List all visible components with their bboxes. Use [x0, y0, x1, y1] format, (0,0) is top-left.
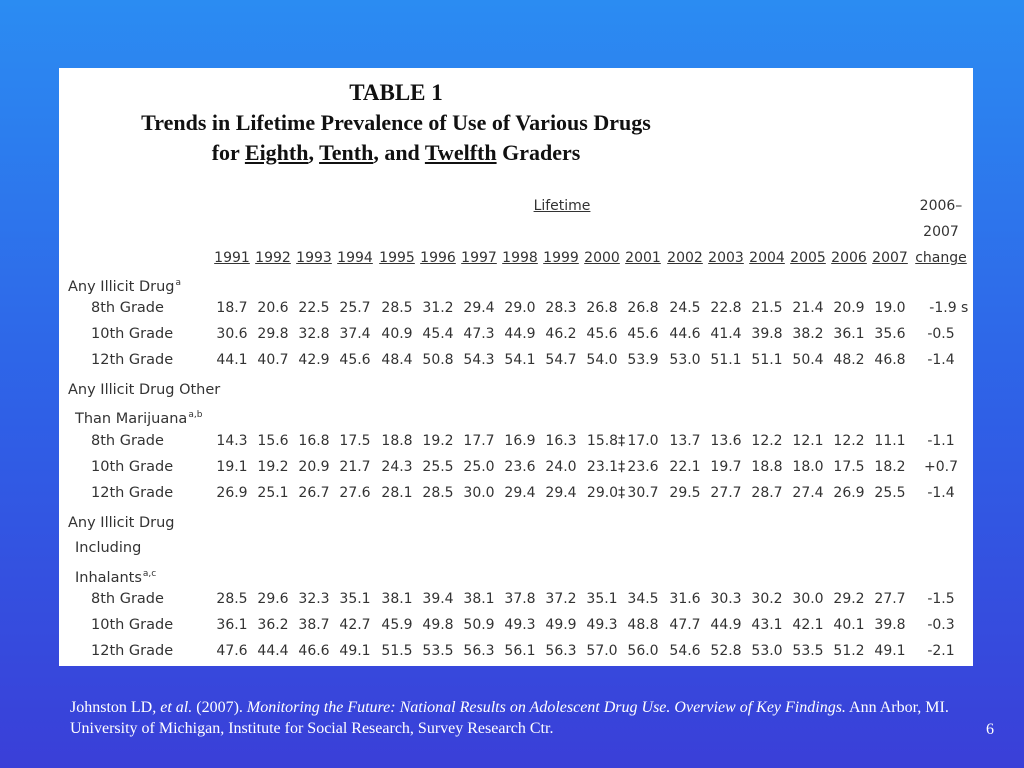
year-header: 1993 [296, 250, 332, 266]
table-cell: 29.4 [545, 485, 577, 501]
table-cell: 51.1 [710, 352, 742, 368]
table-cell: 48.8 [627, 617, 659, 633]
table-cell: 27.4 [792, 485, 824, 501]
year-header: 2001 [625, 250, 661, 266]
year-header: 1998 [502, 250, 538, 266]
table-cell: 29.0 [504, 300, 536, 316]
table-title-line2: Trends in Lifetime Prevalence of Use of Various Drugs [141, 110, 651, 135]
change-header-line3: change [915, 250, 967, 266]
footnote-marker: a,b [188, 410, 203, 420]
section-label: Any Illicit Drug Other [68, 382, 221, 398]
section-label: Any Illicit Drug$^a$ [68, 278, 181, 295]
table-cell: 39.4 [422, 591, 454, 607]
footnote-marker: a [175, 278, 181, 288]
table-cell: 29.6 [257, 591, 289, 607]
table-cell: 44.9 [504, 326, 536, 342]
table-cell: 42.7 [339, 617, 371, 633]
table-cell: 19.2 [257, 459, 289, 475]
table-cell: 44.6 [669, 326, 701, 342]
table-cell: 44.4 [257, 643, 289, 659]
table-cell: 17.0 [627, 433, 659, 449]
section-label: Inhalants$^{a,c}$ [75, 569, 157, 586]
table-cell: 26.8 [586, 300, 618, 316]
table-cell: 13.7 [669, 433, 701, 449]
table-cell: 18.0 [792, 459, 824, 475]
table-cell: 28.1 [381, 485, 413, 501]
table-cell: 48.4 [381, 352, 413, 368]
table-cell: 47.7 [669, 617, 701, 633]
table-cell: 51.1 [751, 352, 783, 368]
year-header: 2000 [584, 250, 620, 266]
table-cell: 38.7 [298, 617, 330, 633]
table-cell: 26.7 [298, 485, 330, 501]
year-header: 1999 [543, 250, 579, 266]
table-cell: 56.3 [463, 643, 495, 659]
table-cell: 44.1 [216, 352, 248, 368]
table-cell: 57.0 [586, 643, 618, 659]
table-cell: 24.0 [545, 459, 577, 475]
table-cell: 32.8 [298, 326, 330, 342]
table-cell: 45.4 [422, 326, 454, 342]
change-cell: -1.5 [927, 591, 955, 607]
table-cell: 18.8 [381, 433, 413, 449]
table-cell: 49.9 [545, 617, 577, 633]
table-cell: 54.6 [669, 643, 701, 659]
table-cell: 30.6 [216, 326, 248, 342]
table-cell: 50.4 [792, 352, 824, 368]
table-cell: 26.9 [833, 485, 865, 501]
table-cell: 30.3 [710, 591, 742, 607]
year-header: 1995 [379, 250, 415, 266]
table-cell: 35.1 [586, 591, 618, 607]
table-cell: 29.2 [833, 591, 865, 607]
table-cell: 12.2 [751, 433, 783, 449]
citation: Johnston LD, et al. (2007). Monitoring the Future: National Results on Adolescent Drug Use. Overview of Key Findings. Ann Arbor, MI. University of Michigan, Institute for Social Research, Survey Research Ctr. [70, 699, 949, 737]
year-header: 1992 [255, 250, 291, 266]
table-cell: 45.6 [586, 326, 618, 342]
section-label: Including [75, 540, 142, 556]
table-cell: 56.3 [545, 643, 577, 659]
table-cell: 22.8 [710, 300, 742, 316]
table-cell: 17.5 [339, 433, 371, 449]
table-cell: 49.8 [422, 617, 454, 633]
row-label: 10th Grade [91, 459, 174, 475]
table-cell: 39.8 [874, 617, 906, 633]
row-label: 10th Grade [91, 617, 174, 633]
table-cell: 54.0 [586, 352, 618, 368]
table-cell: 27.6 [339, 485, 371, 501]
table-cell: 30.0 [792, 591, 824, 607]
change-cell: -0.5 [927, 326, 955, 342]
table-cell: 21.7 [339, 459, 371, 475]
table-cell: 18.7 [216, 300, 248, 316]
change-cell: +0.7 [924, 459, 958, 475]
table-cell: 28.5 [216, 591, 248, 607]
table-panel [59, 68, 973, 666]
table-cell: 40.1 [833, 617, 865, 633]
table-cell: 52.8 [710, 643, 742, 659]
table-cell: 49.1 [874, 643, 906, 659]
row-label: 10th Grade [91, 326, 174, 342]
table-cell: 12.1 [792, 433, 824, 449]
change-cell: -1.1 [927, 433, 955, 449]
change-header-line2: 2007 [923, 224, 959, 240]
table-cell: 40.7 [257, 352, 289, 368]
title-word-eighth: Eighth [244, 140, 309, 165]
table-cell: 31.2 [422, 300, 454, 316]
table-cell: 46.6 [298, 643, 330, 659]
table-cell: 19.7 [710, 459, 742, 475]
year-header: 2006 [831, 250, 867, 266]
footnote-marker: a,c [142, 569, 157, 579]
table-cell: 50.8 [422, 352, 454, 368]
table-cell: 51.2 [833, 643, 865, 659]
title-word-tenth: Tenth [319, 140, 374, 165]
table-cell: 14.3 [216, 433, 248, 449]
table-cell: 47.3 [463, 326, 495, 342]
year-header: 1991 [214, 250, 250, 266]
table-cell: 27.7 [874, 591, 906, 607]
table-cell: 26.9 [216, 485, 248, 501]
year-header: 2004 [749, 250, 785, 266]
table-title-line3: for Eighth, Tenth, and Twelfth Graders [211, 140, 581, 165]
table-cell: 35.6 [874, 326, 906, 342]
table-cell: 45.6 [339, 352, 371, 368]
table-cell: 29.5 [669, 485, 701, 501]
table-cell: 45.6 [627, 326, 659, 342]
year-header: 1997 [461, 250, 497, 266]
table-cell: 30.0 [463, 485, 495, 501]
table-cell: 23.6 [504, 459, 536, 475]
year-header: 1994 [337, 250, 373, 266]
table-cell: 17.7 [463, 433, 495, 449]
table-cell: 28.3 [545, 300, 577, 316]
table-cell: 44.9 [710, 617, 742, 633]
table-cell: 27.7 [710, 485, 742, 501]
table-cell: 35.1 [339, 591, 371, 607]
table-cell: 42.1 [792, 617, 824, 633]
table-cell: 53.5 [422, 643, 454, 659]
table-cell: 37.2 [545, 591, 577, 607]
table-cell: 25.0 [463, 459, 495, 475]
table-cell: 23.1‡ [586, 459, 626, 475]
table-cell: 51.5 [381, 643, 413, 659]
table-cell: 38.1 [381, 591, 413, 607]
table-cell: 39.8 [751, 326, 783, 342]
change-cell: -2.1 [927, 643, 955, 659]
table-cell: 29.4 [463, 300, 495, 316]
change-cell: -1.4 [927, 485, 955, 501]
table-cell: 28.7 [751, 485, 783, 501]
table-cell: 36.1 [216, 617, 248, 633]
table-cell: 11.1 [874, 433, 906, 449]
table-cell: 12.2 [833, 433, 865, 449]
row-label: 8th Grade [91, 433, 164, 449]
year-header: 1996 [420, 250, 456, 266]
table-cell: 37.8 [504, 591, 536, 607]
table-cell: 30.7 [627, 485, 659, 501]
table-cell: 49.3 [586, 617, 618, 633]
year-header: 2005 [790, 250, 826, 266]
table-cell: 28.5 [422, 485, 454, 501]
table-cell: 48.2 [833, 352, 865, 368]
table-cell: 24.3 [381, 459, 413, 475]
table-cell: 23.6 [627, 459, 659, 475]
table-cell: 13.6 [710, 433, 742, 449]
table-cell: 30.2 [751, 591, 783, 607]
table-cell: 46.2 [545, 326, 577, 342]
table-cell: 19.0 [874, 300, 906, 316]
table-cell: 16.3 [545, 433, 577, 449]
row-label: 12th Grade [91, 485, 174, 501]
section-label: Than Marijuana$^{a,b}$ [75, 410, 203, 427]
table-cell: 15.8‡ [586, 433, 626, 449]
year-header: 2002 [667, 250, 703, 266]
table-cell: 42.9 [298, 352, 330, 368]
table-cell: 21.4 [792, 300, 824, 316]
change-header-line1: 2006– [919, 198, 963, 214]
group-header-lifetime: Lifetime [533, 198, 591, 214]
table-cell: 16.9 [504, 433, 536, 449]
table-cell: 29.4 [504, 485, 536, 501]
table-cell: 19.2 [422, 433, 454, 449]
table-cell: 15.6 [257, 433, 289, 449]
table-cell: 47.6 [216, 643, 248, 659]
table-cell: 18.2 [874, 459, 906, 475]
table-cell: 19.1 [216, 459, 248, 475]
table-cell: 53.0 [751, 643, 783, 659]
table-cell: 25.7 [339, 300, 371, 316]
table-cell: 20.9 [833, 300, 865, 316]
table-cell: 43.1 [751, 617, 783, 633]
table-cell: 18.8 [751, 459, 783, 475]
section-label: Any Illicit Drug [68, 515, 175, 531]
year-header: 2003 [708, 250, 744, 266]
row-label: 12th Grade [91, 643, 174, 659]
table-cell: 49.1 [339, 643, 371, 659]
table-cell: 40.9 [381, 326, 413, 342]
table-cell: 38.1 [463, 591, 495, 607]
table-cell: 53.0 [669, 352, 701, 368]
change-cell: -1.9 s [929, 300, 969, 316]
title-word-twelfth: Twelfth [424, 140, 497, 165]
row-label: 8th Grade [91, 300, 164, 316]
table-cell: 41.4 [710, 326, 742, 342]
table-cell: 50.9 [463, 617, 495, 633]
table-cell: 56.1 [504, 643, 536, 659]
table-cell: 24.5 [669, 300, 701, 316]
year-header: 2007 [872, 250, 908, 266]
row-label: 8th Grade [91, 591, 164, 607]
table-cell: 29.8 [257, 326, 289, 342]
table-cell: 31.6 [669, 591, 701, 607]
change-cell: -1.4 [927, 352, 955, 368]
table-cell: 46.8 [874, 352, 906, 368]
table-cell: 16.8 [298, 433, 330, 449]
table-cell: 25.1 [257, 485, 289, 501]
table-cell: 22.5 [298, 300, 330, 316]
table-cell: 49.3 [504, 617, 536, 633]
table-cell: 17.5 [833, 459, 865, 475]
table-cell: 53.5 [792, 643, 824, 659]
table-cell: 34.5 [627, 591, 659, 607]
table-cell: 20.6 [257, 300, 289, 316]
table-cell: 25.5 [422, 459, 454, 475]
table-title [59, 78, 733, 168]
table-cell: 54.1 [504, 352, 536, 368]
table-cell: 36.1 [833, 326, 865, 342]
table-cell: 20.9 [298, 459, 330, 475]
page-number: 6 [986, 721, 994, 738]
row-label: 12th Grade [91, 352, 174, 368]
table-cell: 36.2 [257, 617, 289, 633]
table-cell: 37.4 [339, 326, 371, 342]
table-cell: 21.5 [751, 300, 783, 316]
table-cell: 26.8 [627, 300, 659, 316]
table-cell: 32.3 [298, 591, 330, 607]
table-cell: 56.0 [627, 643, 659, 659]
table-cell: 53.9 [627, 352, 659, 368]
table-cell: 54.7 [545, 352, 577, 368]
table-cell: 25.5 [874, 485, 906, 501]
table-cell: 28.5 [381, 300, 413, 316]
table-cell: 45.9 [381, 617, 413, 633]
table-cell: 54.3 [463, 352, 495, 368]
change-cell: -0.3 [927, 617, 955, 633]
table-number: TABLE 1 [349, 80, 443, 105]
table-cell: 38.2 [792, 326, 824, 342]
table-cell: 29.0‡ [586, 485, 626, 501]
table-cell: 22.1 [669, 459, 701, 475]
